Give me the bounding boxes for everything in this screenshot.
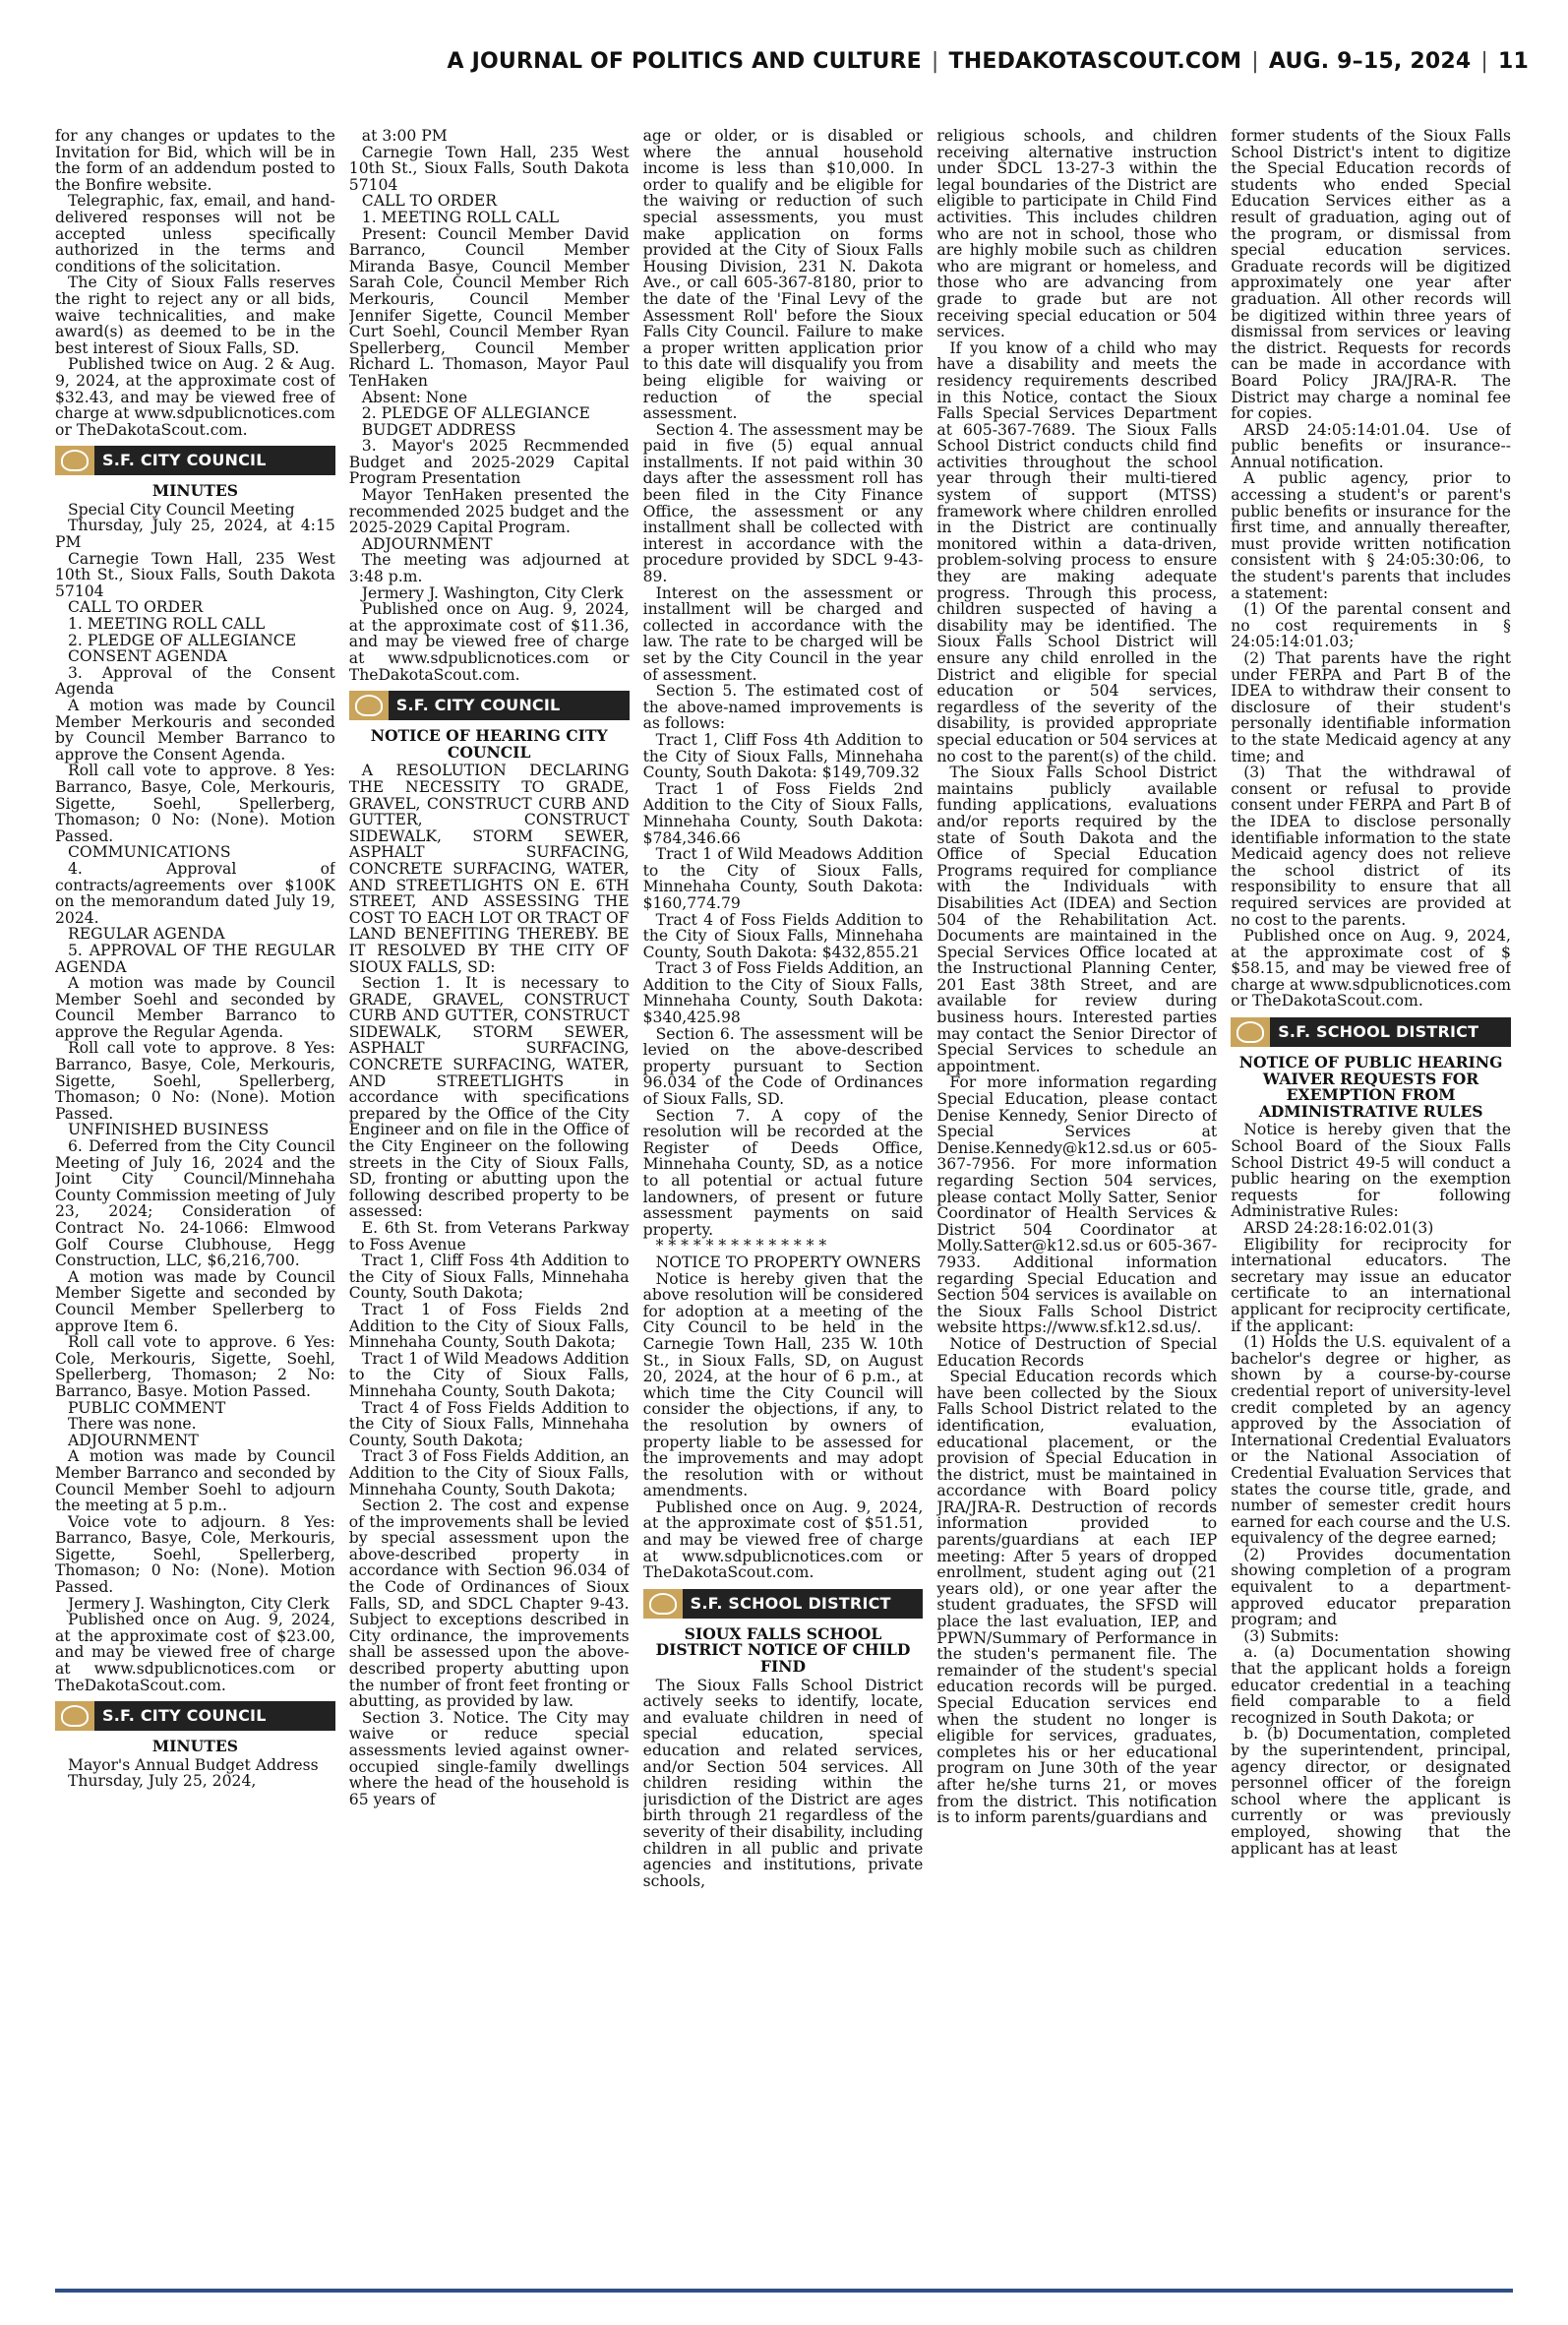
paragraph: E. 6th St. from Veterans Parkway to Foss Avenue [348, 1219, 630, 1254]
page-header [39, 49, 1529, 89]
paragraph: The Sioux Falls School District actively seeks to identify, locate, and evaluate children in need of special education, special education and related services, and/or Section 504 services. All children residing within the jurisdiction of the District are ages birth through 21 regardless of the severity of their disability, including children in all public and private agencies and institutions, private schools, [642, 1676, 924, 1890]
paragraph: Jermery J. Washington, City Clerk [361, 583, 624, 602]
page-number: 11 [1497, 49, 1529, 74]
paragraph: For more information regarding Special Education, please contact Denise Kennedy, Senior Directo of Special Services at Denise.Kennedy@k12.sd.us or 605-367-7956. For more information regarding Section 504 services, please contact Molly Satter, Senior Coordinator of Health Services & District 504 Coordinator at Molly.Satter@k12.sd.us or 605-367-7933. Additional information regarding Special Education and Section 504 services is available on the Sioux Falls School District website https://www.sf.k12.sd.us/. [936, 1073, 1218, 1337]
notice-heading: NOTICE OF PUBLIC HEARING WAIVER REQUESTS FOR EXEMPTION FROM ADMINISTRATIVE RULES [1238, 1053, 1503, 1121]
paragraph: Section 6. The assessment will be levied on the above-described property pursuant to Section 96.034 of the Code of Ordinances of Sioux Falls, SD. [642, 1024, 924, 1109]
paragraph: Published once on Aug. 9, 2024, at the approximate cost of $51.51, and may be viewed free of charge at www.sdpublicnotices.com or TheDakotaScout.com. [642, 1498, 924, 1582]
paragraph: Notice of Destruction of Special Education Records [936, 1334, 1218, 1370]
section-title: S.F. SCHOOL DISTRICT [1278, 1021, 1479, 1041]
paragraph: 5. APPROVAL OF THE REGULAR AGENDA [55, 941, 335, 976]
paragraph: A public agency, prior to accessing a student's or parent's public benefits or insurance for the first time, and annually thereafter, must provide written notification consistent with § 24:05:30:06, to the student's parents that includes a statement: [1231, 469, 1511, 602]
paragraph: Section 2. The cost and expense of the improvements shall be levied by special assessment upon the above-described property in accordance with Section 96.034 of the Code of Ordinances of Sioux Falls, SD, and SDCL Chapter 9-43. Subject to exceptions described in City ordinance, the improvements shall be assessed upon the above-described property abutting upon the number of front feet fronting or abutting, as provided by law. [348, 1497, 630, 1711]
paragraph: b. (b) Documentation, completed by the superintendent, principal, agency director, or designated personnel officer of the foreign school where the applicant is currently or was previously employed, showing that the applicant has at least [1231, 1725, 1511, 1858]
scout-logo-icon [55, 1701, 94, 1731]
paragraph: ARSD 24:05:14:01.04. Use of public benefits or insurance--Annual notification. [1231, 420, 1511, 471]
paragraph: A motion was made by Council Member Merkouris and seconded by Council Member Barranco to approve the Consent Agenda. [55, 697, 335, 764]
paragraph: CONSENT AGENDA [68, 647, 227, 666]
paragraph: (2) That parents have the right under FERPA and Part B of the IDEA to withdraw their consent to disclosure of their student's personally identifiable information to the state Medicaid agency at any time; and [1231, 649, 1511, 765]
column-3 [643, 128, 924, 2273]
paragraph: Tract 1 of Wild Meadows Addition to the City of Sioux Falls, Minnehaha County, South Dakota; [348, 1349, 630, 1400]
paragraph: A motion was made by Council Member Soehl and seconded by Council Member Barranco to approve the Regular Agenda. [55, 974, 335, 1041]
paragraph: Published twice on Aug. 2 & Aug. 9, 2024, at the approximate cost of $32.43, and may be viewed free of charge at www.sdpublicnotices.com or TheDakotaScout.com. [55, 355, 335, 439]
paragraph: Tract 4 of Foss Fields Addition to the City of Sioux Falls, Minnehaha County, South Dakota; [348, 1398, 630, 1449]
section-title: S.F. CITY COUNCIL [102, 1705, 267, 1725]
paragraph: The City of Sioux Falls reserves the right to reject any or all bids, waive technicalities, and make award(s) as deemed to be in the best interest of Sioux Falls, SD. [55, 274, 335, 357]
paragraph: 2. PLEDGE OF ALLEGIANCE [361, 404, 590, 423]
separator-stars: * * * * * * * * * * * * * * [655, 1237, 827, 1255]
paragraph: 3. Approval of the Consent Agenda [55, 663, 335, 699]
section-title: S.F. CITY COUNCIL [395, 695, 561, 714]
scout-logo-icon [643, 1589, 683, 1619]
paragraph: A RESOLUTION DECLARING THE NECESSITY TO GRADE, GRAVEL, CONSTRUCT CURB AND GUTTER, CONSTRUCT SIDEWALK, STORM SEWER, ASPHALT SURFACING, CONCRETE SURFACING, WATER, AND STREETLIGHTS ON E. 6TH STREET, AND ASSESSING THE COST TO EACH LOT OR TRACT OF LAND BENEFITING THEREBY. BE IT RESOLVED BY THE CITY OF SIOUX FALLS, SD: [348, 762, 630, 976]
paragraph: Published once on Aug. 9, 2024, at the approximate cost of $11.36, and may be viewed free of charge at www.sdpublicnotices.com or TheDakotaScout.com. [348, 600, 630, 684]
paragraph: Notice is hereby given that the above resolution will be considered for adoption at a meeting of the City Council to be held in the Carnegie Town Hall, 235 W. 10th St., in Sioux Falls, SD, on August 20, 2024, at the hour of 6 p.m., at which time the City Council will consider the objections, if any, to the resolution by owners of property liable to be assessed for the improvements and may adopt the resolution with or without amendments. [642, 1269, 924, 1500]
paragraph: Tract 1, Cliff Foss 4th Addition to the City of Sioux Falls, Minnehaha County, South Dakota; [348, 1252, 630, 1303]
paragraph: Thursday, July 25, 2024, at 4:15 PM [55, 517, 335, 552]
paragraph: Section 7. A copy of the resolution will be recorded at the Register of Deeds Office, Minnehaha County, SD, as a notice to all potential or actual future landowners, of present or future assessment payments on said property. [642, 1106, 924, 1239]
section-banner [55, 446, 335, 475]
scout-logo-icon [55, 446, 94, 475]
section-banner [1231, 1017, 1511, 1047]
section-title: S.F. CITY COUNCIL [102, 450, 267, 469]
paragraph: Roll call vote to approve. 8 Yes: Barranco, Basye, Cole, Merkouris, Sigette, Soehl, Spellerberg, Thomason; 0 No: (None). Motion Passed. [55, 1039, 335, 1123]
paragraph: Jermery J. Washington, City Clerk [68, 1594, 330, 1613]
paragraph: 4. Approval of contracts/agreements over $100K on the memorandum dated July 19, 2024. [55, 859, 335, 927]
paragraph: The Sioux Falls School District maintains publicly available funding applications, evaluations and/or reports required by the state of South Dakota and the Office of Special Education Programs required for compliance with the Individuals with Disabilities Act (IDEA) and Section 504 of the Rehabilitation Act. Documents are maintained in the Special Services Office located at the Instructional Planning Center, 201 East 38th Street, and are available for review during business hours. Interested parties may contact the Senior Director of Special Services to schedule an appointment. [936, 764, 1218, 1075]
paragraph: Section 1. It is necessary to GRADE, GRAVEL, CONSTRUCT CURB AND GUTTER, CONSTRUCT SIDEWALK, STORM SEWER, ASPHALT SURFACING, CONCRETE SURFACING, WATER, AND STREETLIGHTS in accordance with specifications prepared by the Office of the City Engineer and on file in the Office of the City Engineer on the following streets in the City of Sioux Falls, SD, fronting or abutting upon the following described property to be assessed: [348, 974, 630, 1221]
paragraph: 1. MEETING ROLL CALL [361, 208, 560, 226]
paragraph: REGULAR AGENDA [68, 925, 225, 944]
paragraph: age or older, or is disabled or where the annual household income is less than $10,000. In order to qualify and be eligible for the waiving or reduction of such special assessments, you must make application on forms provided at the City of Sioux Falls Housing Division, 231 N. Dakota Ave., or call 605-367-8180, prior to the date of the 'Final Levy of the Assessment Roll' before the Sioux Falls City Council. Failure to make a proper written application prior to this date will disqualify you from being eligible for waiving or reduction of the special assessment. [642, 128, 924, 423]
paragraph: Section 5. The estimated cost of the above-named improvements is as follows: [642, 682, 924, 733]
paragraph: Absent: None [361, 388, 468, 406]
paragraph: Section 4. The assessment may be paid in five (5) equal annual installments. If not paid within 30 days after the assessment roll has been filed in the City Finance Office, the assessment or any installment shall be collected with interest in accordance with the procedure provided by SDCL 9-43-89. [642, 420, 924, 586]
paragraph: NOTICE TO PROPERTY OWNERS [655, 1253, 922, 1271]
notice-heading: MINUTES [151, 1737, 238, 1756]
paragraph: (3) That the withdrawal of consent or refusal to provide consent under FERPA and Part B of the IDEA to disclose personally identifiable information to the state Medicaid agency does not relieve the school district of its responsibility to ensure that all required services are provided at no cost to the parents. [1231, 764, 1511, 929]
scout-logo-icon [349, 691, 389, 720]
paragraph: Mayor's Annual Budget Address [68, 1755, 319, 1774]
paragraph: Special Education records which have been collected by the Sioux Falls School District related to the identification, evaluation, educational placement, or the provision of Special Education in the district, must be maintained in accordance with Board policy JRA/JRA-R. Destruction of records information provided to parents/guardians at each IEP meeting: After 5 years of dropped enrollment, student aging out (21 years old), or one year after the student graduates, the SFSD will place the last evaluation, IEP, and PPWN/Summary of Performance in the studen's permanent file. The remainder of the student's special education records will be purged. Special Education services end when the student no longer is eligible for services, graduates, completes his or her educational program on June 30th of the year after he/she turns 21, or moves from the district. This notification is to inform parents/guardians and [936, 1368, 1218, 1827]
column-1 [55, 128, 335, 2273]
paragraph: There was none. [68, 1415, 197, 1434]
scout-logo-icon [1231, 1017, 1270, 1047]
paragraph: Tract 1 of Wild Meadows Addition to the City of Sioux Falls, Minnehaha County, South Dakota: $160,774.79 [642, 845, 924, 912]
paragraph: ADJOURNMENT [361, 534, 493, 553]
paragraph: a. (a) Documentation showing that the applicant holds a foreign educator credential in a teaching field comparable to a field recognized in South Dakota; or [1231, 1643, 1511, 1727]
paragraph: at 3:00 PM [361, 128, 448, 145]
site-name: THEDAKOTASCOUT.COM [948, 49, 1242, 74]
paragraph: (3) Submits: [1243, 1626, 1340, 1645]
paragraph: Thursday, July 25, 2024, [68, 1772, 257, 1791]
paragraph: (1) Holds the U.S. equivalent of a bachelor's degree or higher, as shown by a course-by-course credential report of university-level credit completed by an agency approved by the Association of International Credential Evaluators or the National Association of Credential Evaluation Services that states the course title, grade, and number of semester credit hours earned for each course and the U.S. equivalency of the degree earned; [1231, 1333, 1511, 1548]
paragraph: COMMUNICATIONS [68, 843, 231, 862]
paragraph: Tract 1 of Foss Fields 2nd Addition to the City of Sioux Falls, Minnehaha County, South Dakota; [348, 1300, 630, 1352]
paragraph: CALL TO ORDER [361, 192, 497, 211]
journal-name: A JOURNAL OF POLITICS AND CULTURE [447, 49, 922, 74]
paragraph: Section 3. Notice. The City may waive or reduce special assessments levied against owner-occupied single-family dwellings where the head of the household is 65 years of [348, 1708, 630, 1808]
paragraph: PUBLIC COMMENT [68, 1398, 226, 1417]
issue-date: AUG. 9–15, 2024 [1268, 49, 1472, 74]
paragraph: If you know of a child who may have a disability and meets the residency requirements described in this Notice, contact the Sioux Falls Special Services Department at 605-367-7689. The Sioux Falls School District conducts child find activities throughout the school year through their multi-tiered system of support (MTSS) framework where children enrolled in the District are continually monitored within a data-driven, problem-solving process to ensure they are making adequate progress. Through this process, children suspected of having a disability may be identified. The Sioux Falls School District will ensure any child enrolled in the District and eligible for special education or 504 services, regardless of the severity of the disability, is provided appropriate special education or 504 services at no cost to the parent(s) of the child. [936, 338, 1218, 765]
paragraph: Published once on Aug. 9, 2024, at the approximate cost of $23.00, and may be viewed free of charge at www.sdpublicnotices.com or TheDakotaScout.com. [55, 1611, 335, 1694]
column-4 [936, 128, 1217, 2273]
paragraph: former students of the Sioux Falls School District's intent to digitize the Special Education records of students who ended Special Education Services either as a result of graduation, aging out of the program, or dismissal from special education services. Graduate records will be digitized approximately one year after graduation. All other records will be digitized within three years of dismissal from services or leaving the district. Requests for records can be made in accordance with Board Policy JRA/JRA-R. The District may charge a nominal fee for copies. [1231, 128, 1511, 423]
notice-heading: MINUTES [151, 481, 238, 501]
paragraph: Carnegie Town Hall, 235 West 10th St., Sioux Falls, South Dakota 57104 [348, 143, 630, 194]
paragraph: Carnegie Town Hall, 235 West 10th St., Sioux Falls, South Dakota 57104 [55, 549, 335, 600]
column-2 [349, 128, 630, 2273]
section-title: S.F. SCHOOL DISTRICT [690, 1593, 891, 1613]
column-5 [1231, 128, 1511, 2273]
paragraph: BUDGET ADDRESS [361, 420, 516, 439]
section-banner [349, 691, 630, 720]
paragraph: Present: Council Member David Barranco, Council Member Miranda Basye, Council Member Sarah Cole, Council Member Rich Merkouris, Council Member Jennifer Sigette, Council Member Curt Soehl, Council Member Ryan Spellerberg, Council Member Richard L. Thomason, Mayor Paul TenHaken [348, 224, 630, 390]
notice-heading: SIOUX FALLS SCHOOL DISTRICT NOTICE OF CHILD FIND [655, 1623, 911, 1677]
paragraph: Interest on the assessment or installment will be charged and collected in accordance with the law. The rate to be charged will be set by the City Council in the year of assessment. [642, 583, 924, 684]
paragraph: Tract 1, Cliff Foss 4th Addition to the City of Sioux Falls, Minnehaha County, South Dakota: $149,709.32 [642, 730, 924, 782]
paragraph: Tract 3 of Foss Fields Addition, an Addition to the City of Sioux Falls, Minnehaha County, South Dakota: $340,425.98 [642, 959, 924, 1027]
paragraph: for any changes or updates to the Invitation for Bid, which will be in the form of an addendum posted to the Bonfire website. [55, 128, 335, 194]
paragraph: Roll call vote to approve. 8 Yes: Barranco, Basye, Cole, Merkouris, Sigette, Soehl, Spellerberg, Thomason; 0 No: (None). Motion Passed. [55, 762, 335, 845]
paragraph: Special City Council Meeting [68, 500, 295, 519]
paragraph: 3. Mayor's 2025 Recmmended Budget and 2025-2029 Capital Program Presentation [348, 437, 630, 488]
paragraph: religious schools, and children receiving alternative instruction under SDCL 13-27-3 within the legal boundaries of the District are eligible to participate in Child Find activities. This includes children who are not in school, those who are highly mobile such as children who are migrant or homeless, and those who are advancing from grade to grade but are not receiving special education or 504 services. [936, 128, 1218, 341]
paragraph: Notice is hereby given that the School Board of the Sioux Falls School District 49-5 will conduct a public hearing on the exemption requests for following Administrative Rules: [1231, 1121, 1511, 1221]
paragraph: Tract 3 of Foss Fields Addition, an Addition to the City of Sioux Falls, Minnehaha County, South Dakota; [348, 1447, 630, 1499]
paragraph: ADJOURNMENT [68, 1431, 199, 1449]
paragraph: UNFINISHED BUSINESS [68, 1121, 270, 1139]
paragraph: (1) Of the parental consent and no cost requirements in § 24:05:14:01.03; [1231, 600, 1511, 651]
paragraph: A motion was made by Council Member Barranco and seconded by Council Member Soehl to adjourn the meeting at 5 p.m.. [55, 1447, 335, 1515]
paragraph: (2) Provides documentation showing completion of a program equivalent to a department-approved educator preparation program; and [1231, 1545, 1511, 1629]
paragraph: Telegraphic, fax, email, and hand-delivered responses will not be accepted unless specifically authorized in the terms and conditions of the solicitation. [55, 192, 335, 275]
paragraph: Roll call vote to approve. 6 Yes: Cole, Merkouris, Sigette, Soehl, Spellerberg, Thomason; 2 No: Barranco, Basye. Motion Passed. [55, 1333, 335, 1400]
paragraph: A motion was made by Council Member Sigette and seconded by Council Member Spellerberg to approve Item 6. [55, 1267, 335, 1335]
section-banner [643, 1589, 924, 1619]
notice-heading: NOTICE OF HEARING CITY COUNCIL [370, 726, 608, 762]
paragraph: 6. Deferred from the City Council Meeting of July 16, 2024 and the Joint City Council/Minnehaha County Commission meeting of July 23, 2024; Consideration of Contract No. 24-1066: Elmwood Golf Course Clubhouse, Hegg Construction, LLC, $6,216,700. [55, 1137, 335, 1270]
paragraph: The meeting was adjourned at 3:48 p.m. [348, 551, 630, 586]
paragraph: CALL TO ORDER [68, 598, 204, 617]
paragraph: Mayor TenHaken presented the recommended 2025 budget and the 2025-2029 Capital Program. [348, 486, 630, 537]
paragraph: 2. PLEDGE OF ALLEGIANCE [68, 631, 297, 649]
paragraph: Tract 1 of Foss Fields 2nd Addition to the City of Sioux Falls, Minnehaha County, South Dakota: $784,346.66 [642, 779, 924, 847]
section-banner [55, 1701, 335, 1731]
header-text: A JOURNAL OF POLITICS AND CULTURE | THEDAKOTASCOUT.COM | AUG. 9–15, 2024 | 11 [447, 49, 1529, 74]
paragraph: Eligibility for reciprocity for international educators. The secretary may issue an educator certificate to an international applicant for reciprocity certificate, if the applicant: [1231, 1235, 1511, 1335]
paragraph: Published once on Aug. 9, 2024, at the approximate cost of $ $58.15, and may be viewed free of charge at www.sdpublicnotices.com or TheDakotaScout.com. [1231, 927, 1511, 1010]
paragraph: 1. MEETING ROLL CALL [68, 615, 266, 634]
bottom-rule [55, 2289, 1513, 2293]
paragraph: Tract 4 of Foss Fields Addition to the City of Sioux Falls, Minnehaha County, South Dakota: $432,855.21 [642, 910, 924, 961]
columns [55, 128, 1511, 2273]
paragraph: ARSD 24:28:16:02.01(3) [1243, 1219, 1434, 1237]
paragraph: Voice vote to adjourn. 8 Yes: Barranco, Basye, Cole, Merkouris, Sigette, Soehl, Spellerberg, Thomason; 0 No: (None). Motion Passed. [55, 1512, 335, 1597]
